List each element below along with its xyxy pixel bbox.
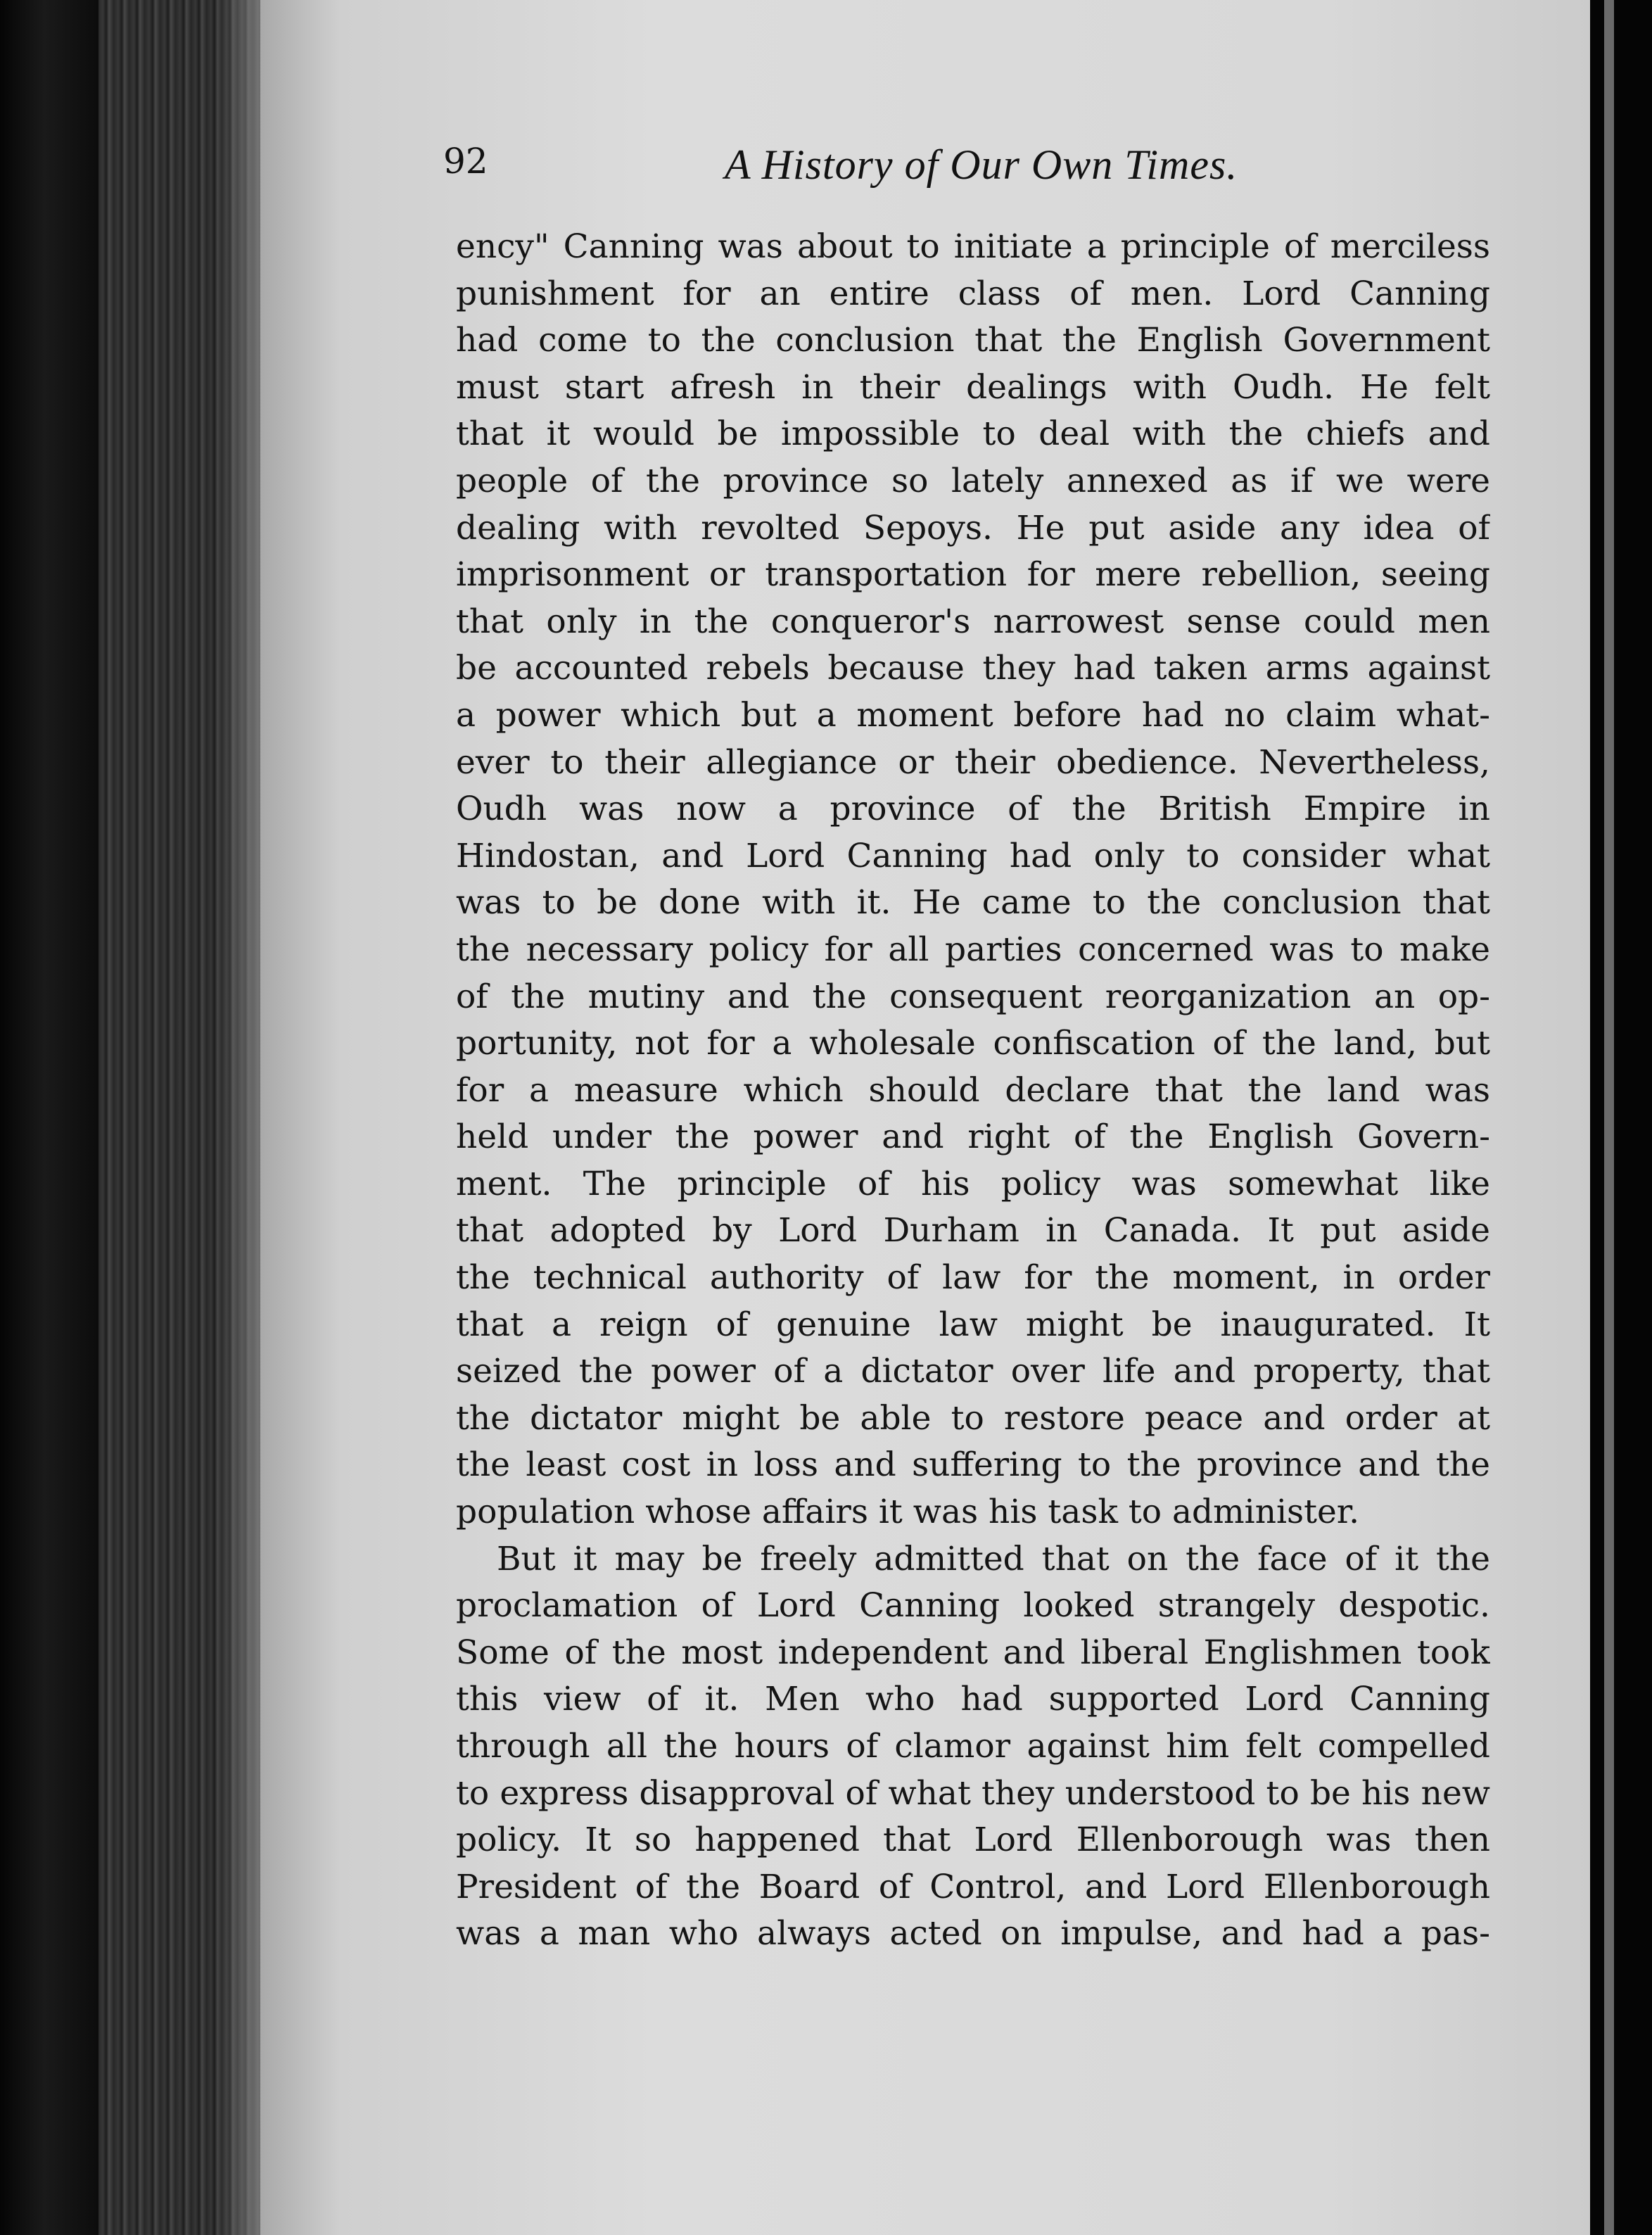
text-line: of the mutiny and the consequent reorganization an op- bbox=[456, 977, 1490, 1016]
text-line: But it may be freely admitted that on the face of it the bbox=[497, 1539, 1490, 1578]
text-line: the necessary policy for all parties concerned was to make bbox=[456, 930, 1490, 969]
text-line: imprisonment or transportation for mere rebellion, seeing bbox=[456, 555, 1490, 595]
text-line: population whose affairs it was his task to administer. bbox=[456, 1493, 1360, 1532]
running-title: A History of Our Own Times. bbox=[725, 141, 1238, 188]
text-line: a power which but a moment before had no claim what- bbox=[456, 695, 1490, 735]
text-line: must start afresh in their dealings with Oudh. He felt bbox=[456, 367, 1490, 407]
text-line: had come to the conclusion that the English Government bbox=[456, 321, 1490, 360]
text-line: was to be done with it. He came to the conclusion that bbox=[456, 883, 1490, 923]
text-line: punishment for an entire class of men. Lord Canning bbox=[456, 274, 1490, 313]
text-line: people of the province so lately annexed as if we were bbox=[456, 461, 1490, 500]
text-line: seized the power of a dictator over life and property, that bbox=[456, 1352, 1490, 1391]
text-line: Oudh was now a province of the British Empire in bbox=[456, 790, 1490, 829]
text-line: that a reign of genuine law might be inaugurated. It bbox=[456, 1305, 1490, 1344]
page-number: 92 bbox=[443, 141, 488, 182]
page-edges bbox=[99, 0, 260, 2235]
running-head bbox=[443, 141, 1302, 197]
text-line: Hindostan, and Lord Canning had only to consider what bbox=[456, 836, 1490, 875]
text-line: portunity, not for a wholesale confiscation of the land, but bbox=[456, 1024, 1490, 1063]
text-line: ment. The principle of his policy was somewhat like bbox=[456, 1164, 1490, 1203]
text-line: dealing with revolted Sepoys. He put aside any idea of bbox=[456, 508, 1490, 547]
text-line: ency" Canning was about to initiate a principle of merciless bbox=[456, 227, 1490, 266]
text-line: the least cost in loss and suffering to the province and the bbox=[456, 1445, 1490, 1485]
text-line: Some of the most independent and liberal Englishmen took bbox=[456, 1633, 1490, 1672]
text-line: for a measure which should declare that the land was bbox=[456, 1070, 1490, 1110]
text-line: policy. It so happened that Lord Ellenborough was then bbox=[456, 1821, 1490, 1860]
next-page-edge bbox=[1590, 0, 1652, 2235]
text-line: held under the power and right of the English Govern- bbox=[456, 1118, 1490, 1157]
text-line: the dictator might be able to restore peace and order at bbox=[456, 1398, 1490, 1438]
text-line: was a man who always acted on impulse, and had a pas- bbox=[456, 1914, 1490, 1954]
text-line: to express disapproval of what they understood to be his new bbox=[456, 1773, 1490, 1813]
text-line: proclamation of Lord Canning looked strangely despotic. bbox=[456, 1586, 1490, 1626]
text-line: the technical authority of law for the moment, in order bbox=[456, 1258, 1490, 1298]
text-line: be accounted rebels because they had taken arms against bbox=[456, 649, 1490, 688]
text-line: this view of it. Men who had supported Lord Canning bbox=[456, 1680, 1490, 1719]
text-line: that adopted by Lord Durham in Canada. It put aside bbox=[456, 1211, 1490, 1251]
text-line: ever to their allegiance or their obedience. Nevertheless, bbox=[456, 742, 1490, 782]
text-line: through all the hours of clamor against him felt compelled bbox=[456, 1727, 1490, 1766]
text-line: President of the Board of Control, and Lord Ellenborough bbox=[456, 1867, 1490, 1906]
book-binding bbox=[0, 0, 99, 2235]
body-text bbox=[456, 224, 1490, 1958]
text-line: that only in the conqueror's narrowest sense could men bbox=[456, 602, 1490, 641]
text-line: that it would be impossible to deal with the chiefs and bbox=[456, 414, 1490, 454]
